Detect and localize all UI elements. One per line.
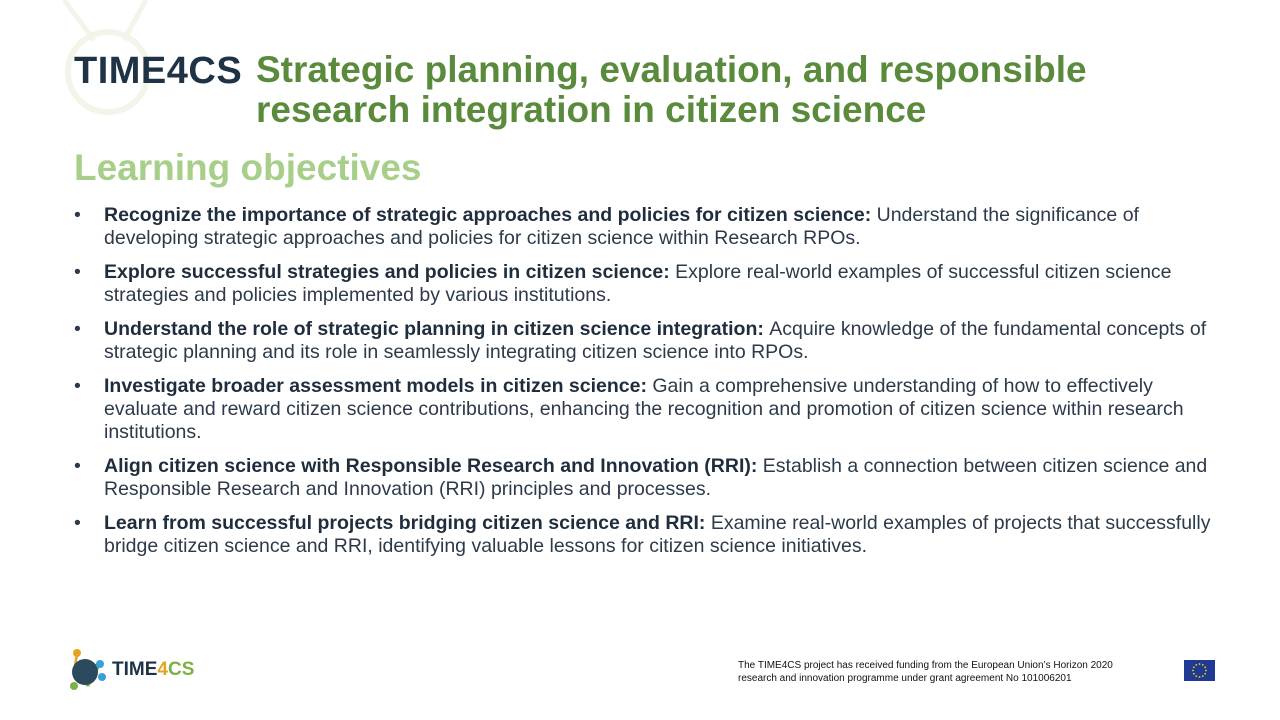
bullet: •	[74, 375, 81, 397]
eu-star	[1192, 670, 1194, 672]
brand-title: TIME4CS	[74, 50, 243, 92]
bullet: •	[74, 318, 81, 340]
objective-title: Learn from successful projects bridging citizen science and RRI:	[104, 512, 711, 534]
page-title: Strategic planning, evaluation, and responsible research integration in citizen science	[256, 49, 1087, 130]
bullet: •	[74, 512, 81, 534]
objective-item	[74, 375, 1214, 444]
objective-text: Explore real-world examples of successful citizen science strategies and policies implemented by various institutions.	[104, 261, 1172, 306]
eu-star	[1204, 666, 1206, 668]
objective-title: Explore successful strategies and policies in citizen science:	[104, 261, 676, 283]
eu-star	[1193, 673, 1195, 675]
objective-text: Examine real-world examples of projects that successfully bridge citizen science and RRI, identifying valuable lessons for citizen science initiatives.	[104, 512, 1211, 557]
eu-flag-icon	[1184, 660, 1215, 681]
funding-notice	[738, 659, 1178, 685]
logo-wordmark	[112, 659, 194, 681]
objective-item	[74, 318, 1214, 364]
objective-title: Investigate broader assessment models in citizen science:	[104, 375, 653, 397]
eu-star	[1195, 664, 1197, 666]
eu-star	[1199, 676, 1201, 678]
eu-star	[1193, 666, 1195, 668]
objective-item	[74, 204, 1214, 250]
logo-time: TIME	[112, 659, 158, 680]
objective-title: Understand the role of strategic planning in citizen science integration:	[104, 318, 770, 340]
objective-text: Establish a connection between citizen science and Responsible Research and Innovation (RRI) principles and processes.	[104, 455, 1208, 500]
bullet: •	[74, 261, 81, 283]
time4cs-network-logo	[64, 646, 110, 694]
eu-star	[1205, 670, 1207, 672]
eu-star	[1202, 664, 1204, 666]
funding-line-1: The TIME4CS project has received funding from the European Union’s Horizon 2020	[738, 660, 1113, 671]
objectives-list	[74, 204, 1214, 569]
eu-star	[1195, 675, 1197, 677]
logo-cs: CS	[167, 659, 195, 680]
objective-title: Recognize the importance of strategic approaches and policies for citizen science:	[104, 204, 877, 226]
eu-star	[1202, 675, 1204, 677]
bullet: •	[74, 455, 81, 477]
objective-item	[74, 512, 1214, 558]
eu-star	[1199, 663, 1201, 665]
eu-star	[1204, 673, 1206, 675]
logo-four: 4	[157, 659, 168, 680]
objective-text: Gain a comprehensive understanding of how to effectively evaluate and reward citizen science contributions, enhancing the recognition and promotion of citizen science within research institutions.	[104, 375, 1184, 443]
objective-item	[74, 455, 1214, 501]
section-subtitle: Learning objectives	[74, 147, 422, 188]
time4cs-logo	[64, 646, 194, 694]
funding-line-2: research and innovation programme under grant agreement No 101006201	[738, 673, 1072, 684]
objective-text: Acquire knowledge of the fundamental concepts of strategic planning and its role in seamlessly integrating citizen science into RPOs.	[104, 318, 1207, 363]
bullet: •	[74, 204, 81, 226]
objective-item	[74, 261, 1214, 307]
objective-title: Align citizen science with Responsible Research and Innovation (RRI):	[104, 455, 763, 477]
objective-text: Understand the significance of developing strategic approaches and policies for citizen science within Research RPOs.	[104, 204, 1139, 249]
